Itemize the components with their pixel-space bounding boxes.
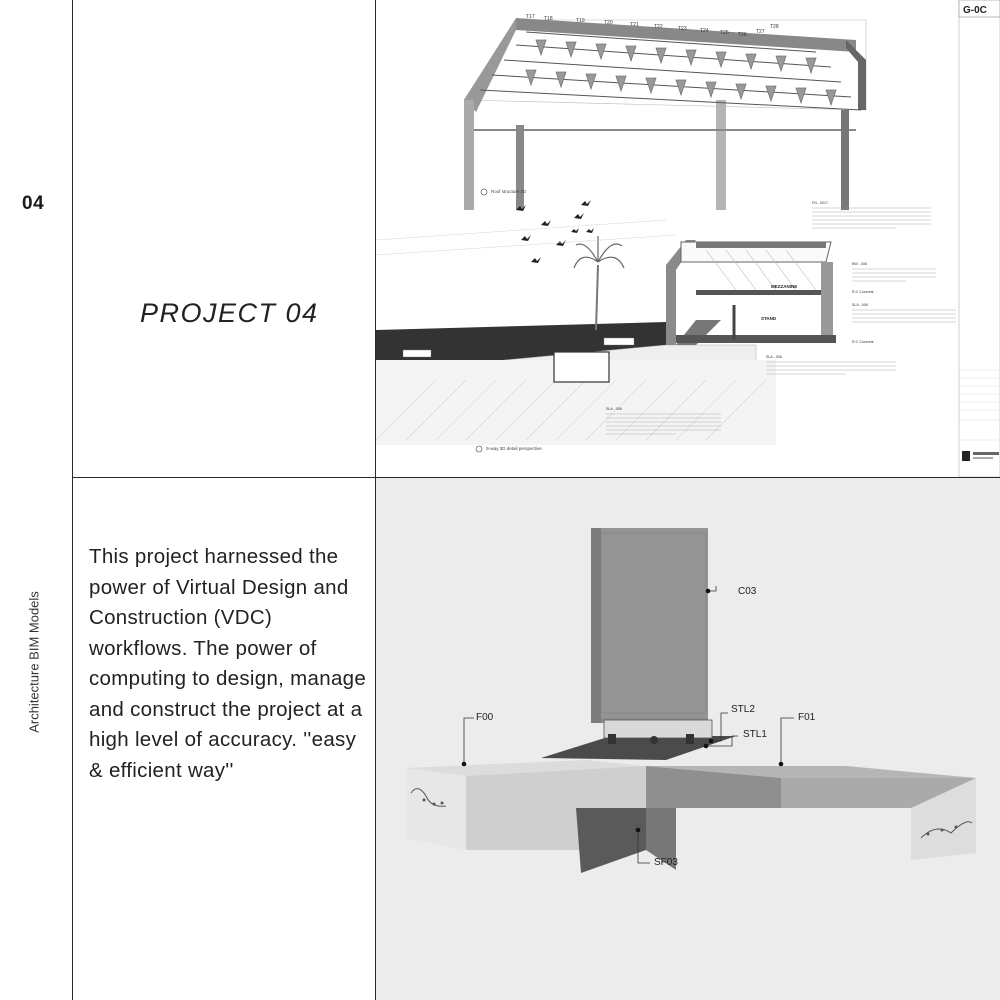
annotation-note: SLA - 006	[606, 407, 622, 411]
room-label: STAND	[761, 316, 777, 321]
annotation-note: BW - 006	[852, 262, 867, 266]
label-column: C03	[738, 586, 757, 597]
concrete-column	[591, 528, 708, 723]
truss-tag: T20	[604, 20, 613, 26]
sheet-id: G-0C	[963, 5, 987, 16]
label-steel-1: STL1	[743, 729, 767, 740]
footing-right	[646, 766, 976, 860]
truss-tag: T24	[700, 28, 709, 34]
divider-left	[72, 0, 73, 1000]
label-steel-2: STL2	[731, 704, 755, 715]
title-block	[959, 0, 1000, 477]
truss-tag: T26	[738, 32, 747, 38]
leader-dot	[779, 762, 784, 767]
footing-detail-drawing	[376, 478, 1000, 1000]
view-title: Roof structure 3D	[491, 189, 527, 194]
truss-tag: T18	[544, 16, 553, 22]
roof-structure-drawing	[376, 0, 1000, 477]
roof-structure-sheet	[376, 0, 1000, 477]
label-footing-right: F01	[798, 712, 816, 723]
truss-tag: T25	[720, 30, 729, 36]
leader-dot	[636, 828, 641, 833]
truss-tag: T22	[654, 24, 663, 30]
bird-silhouettes	[516, 200, 594, 263]
leader-dot	[704, 744, 709, 749]
view-title: S-way 3D detail perspective	[486, 446, 542, 451]
truss-tag: T17	[526, 14, 535, 20]
leader-dot	[706, 589, 711, 594]
annotation-note: R.C Concrete	[852, 340, 874, 344]
label-footing-left: F00	[476, 712, 494, 723]
annotation-note: SLA - 006	[852, 303, 868, 307]
annotation-note: R.C Concrete	[852, 290, 874, 294]
steel-base-plate	[541, 720, 736, 760]
annotation-note: SLA - 007	[604, 333, 620, 337]
label-strip-footing: SF03	[654, 857, 678, 868]
footing-detail	[376, 478, 1000, 1000]
page-number: 04	[22, 193, 45, 214]
leader-dot	[709, 739, 714, 744]
section-label: Architecture BIM Models	[26, 591, 42, 733]
leader-dot	[462, 762, 467, 767]
roof-truss-3d	[464, 18, 866, 210]
truss-tag: T28	[770, 24, 779, 30]
annotation-note: SLA - 006	[766, 355, 782, 359]
project-title: PROJECT 04	[140, 298, 319, 328]
annotation-note: FN - 0017	[812, 201, 828, 205]
truss-tag: T23	[678, 26, 687, 32]
truss-tag: T19	[576, 18, 585, 24]
tree-illustration	[574, 236, 624, 330]
truss-tag: T27	[756, 29, 765, 35]
project-description: This project harnessed the power of Virtual Design and Construction (VDC) workflows. The power of computing to design, manage and construct the project at a high level of accuracy. ''easy & efficient way''	[89, 545, 367, 782]
room-label: MEZZANINE	[771, 284, 798, 289]
truss-tag: T21	[630, 22, 639, 28]
annotation-note: FN - 0001	[404, 345, 420, 349]
